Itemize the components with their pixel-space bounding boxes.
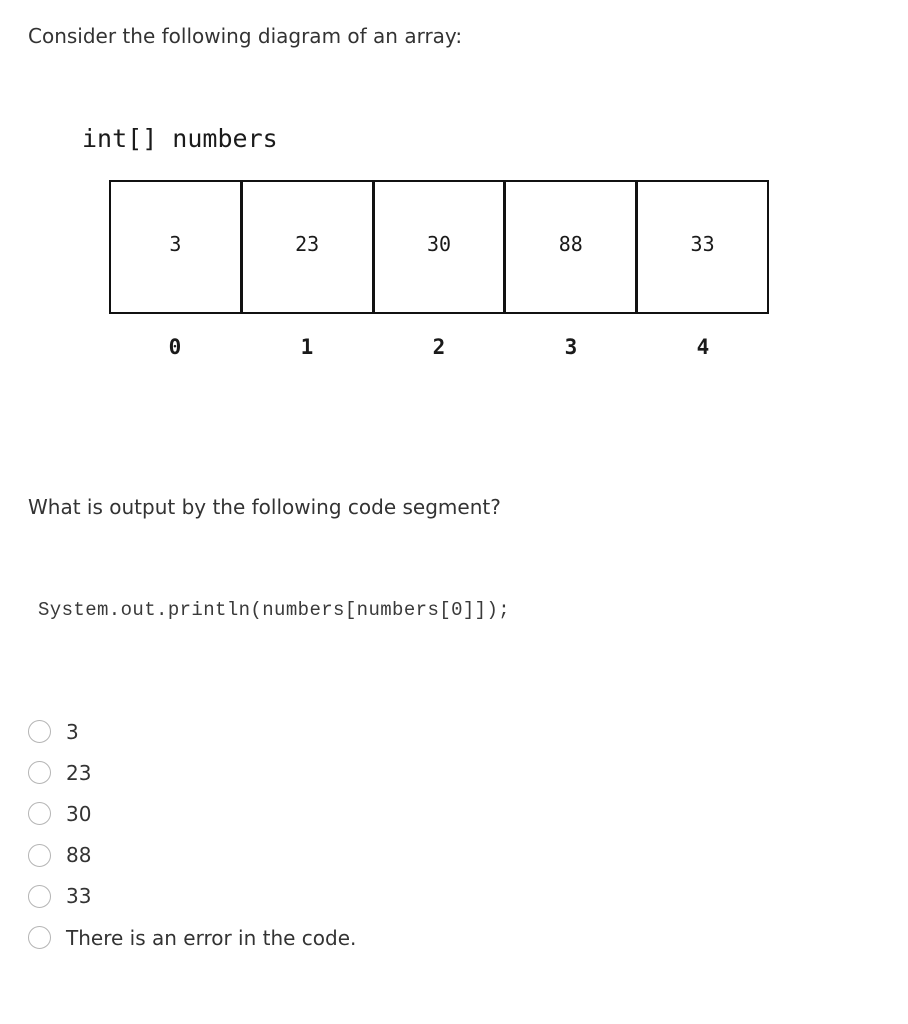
array-index: 4 [696,335,710,359]
answer-option[interactable] [28,793,628,834]
array-cell: 88 [506,182,638,312]
option-label: 88 [66,843,92,868]
answer-option[interactable] [28,917,628,958]
option-label: 3 [66,719,79,744]
radio-button[interactable] [28,844,51,867]
array-cell: 33 [690,232,715,256]
array-index: 1 [300,335,314,359]
array-cells [109,180,769,314]
answer-options [28,711,628,958]
array-index: 2 [432,335,446,359]
array-indices [109,332,769,362]
question-text: What is output by the following code segment? [28,495,501,519]
answer-option[interactable] [28,752,628,793]
array-cell: 23 [243,182,375,312]
question-intro: Consider the following diagram of an array: [28,24,463,48]
answer-option[interactable] [28,876,628,917]
radio-button[interactable] [28,802,51,825]
code-segment: System.out.println(numbers[numbers[0]]); [38,599,511,621]
option-label: There is an error in the code. [66,925,357,950]
array-cell: 30 [375,182,507,312]
radio-button[interactable] [28,926,51,949]
array-cell: 3 [111,182,243,312]
array-index: 3 [564,335,578,359]
option-label: 30 [66,801,92,826]
answer-option[interactable] [28,835,628,876]
option-label: 33 [66,884,92,909]
radio-button[interactable] [28,761,51,784]
array-index: 0 [168,335,182,359]
array-declaration: int[] numbers [82,124,278,153]
array-diagram [109,180,769,314]
radio-button[interactable] [28,885,51,908]
option-label: 23 [66,760,92,785]
radio-button[interactable] [28,720,51,743]
answer-option[interactable] [28,711,628,752]
